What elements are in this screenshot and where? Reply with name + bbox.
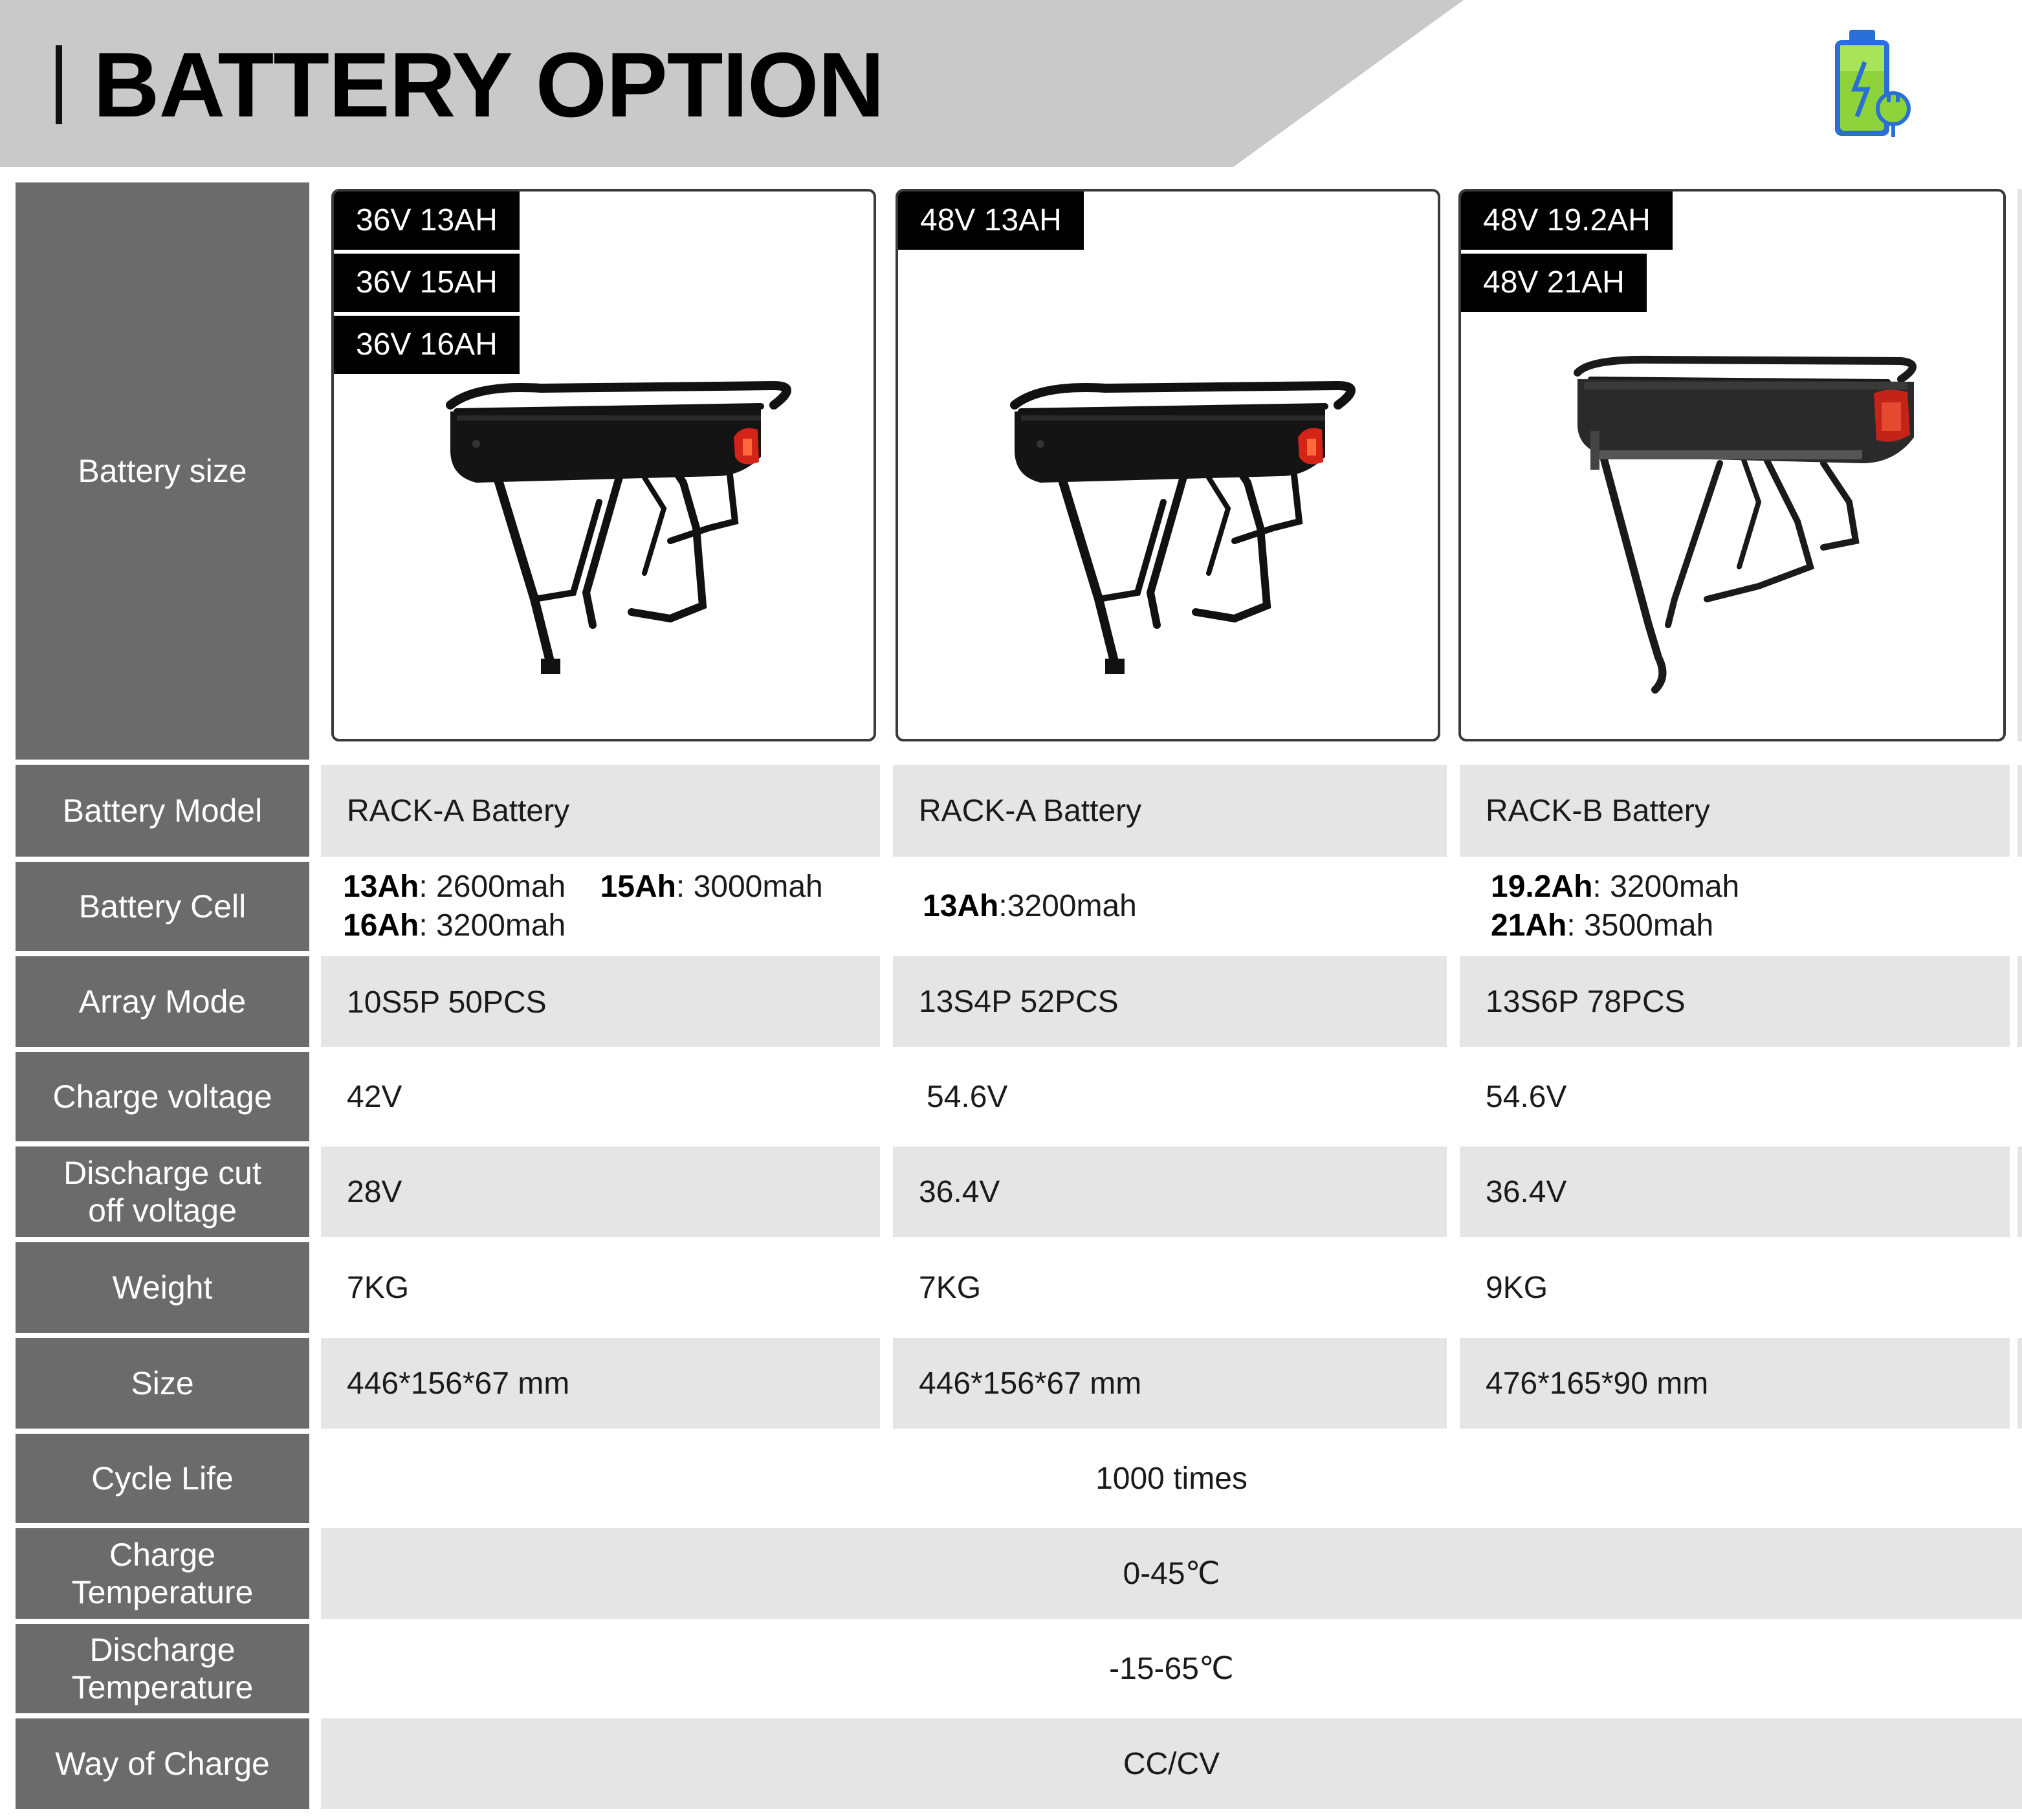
battery-charging-icon <box>1831 26 1915 142</box>
label-charge-voltage: Charge voltage <box>16 1052 309 1141</box>
label-battery-cell: Battery Cell <box>16 862 309 951</box>
size-tag: 36V 13AH <box>334 192 520 250</box>
discharge-cutoff-1: 28V <box>321 1146 880 1237</box>
rack-battery-image <box>1002 379 1364 683</box>
next-card-edge <box>2017 1146 2022 1237</box>
charge-voltage-3: 54.6V <box>1486 1079 1567 1114</box>
battery-cell-1: 13Ah: 2600mah 15Ah: 3000mah 16Ah: 3200mah <box>343 870 823 943</box>
weight-2: 7KG <box>919 1270 982 1305</box>
discharge-cutoff-2: 36.4V <box>893 1146 1447 1237</box>
label-size: Size <box>16 1338 309 1429</box>
battery-option-card-1 <box>331 189 876 741</box>
size-tag: 48V 21AH <box>1461 254 1647 312</box>
label-discharge-cutoff: Discharge cut off voltage <box>16 1146 309 1237</box>
size-1: 446*156*67 mm <box>321 1338 880 1429</box>
array-mode-2: 13S4P 52PCS <box>893 956 1447 1047</box>
next-card-edge <box>2017 956 2022 1047</box>
charge-voltage-2: 54.6V <box>927 1079 1008 1114</box>
size-tag: 36V 16AH <box>334 316 520 374</box>
title-accent-bar <box>56 45 62 124</box>
label-weight: Weight <box>16 1242 309 1333</box>
next-card-edge <box>2017 1338 2022 1429</box>
charge-voltage-1: 42V <box>347 1079 402 1114</box>
battery-model-3: RACK-B Battery <box>1460 765 2010 857</box>
label-battery-model: Battery Model <box>16 765 309 857</box>
size-tag: 48V 13AH <box>898 192 1084 250</box>
next-card-edge <box>2017 189 2022 741</box>
rack-battery-image <box>1565 353 1927 716</box>
label-way-of-charge: Way of Charge <box>16 1718 309 1809</box>
size-2: 446*156*67 mm <box>893 1338 1447 1429</box>
size-3: 476*165*90 mm <box>1460 1338 2010 1429</box>
label-battery-size: Battery size <box>16 182 309 760</box>
size-tag: 48V 19.2AH <box>1461 192 1673 250</box>
battery-model-2: RACK-A Battery <box>893 765 1447 857</box>
label-discharge-temperature: Discharge Temperature <box>16 1624 309 1713</box>
rack-battery-image <box>437 379 800 683</box>
next-card-edge <box>2017 765 2022 857</box>
label-array-mode: Array Mode <box>16 956 309 1047</box>
weight-1: 7KG <box>347 1270 410 1305</box>
array-mode-1: 10S5P 50PCS <box>321 956 880 1047</box>
array-mode-3: 13S6P 78PCS <box>1460 956 2010 1047</box>
charge-temperature-value: 0-45℃ <box>321 1528 2022 1619</box>
discharge-temperature-value: -15-65℃ <box>1109 1652 1234 1686</box>
label-cycle-life: Cycle Life <box>16 1434 309 1523</box>
battery-option-card-3 <box>1458 189 2006 741</box>
size-tag: 36V 15AH <box>334 254 520 312</box>
battery-cell-2: 13Ah:3200mah <box>923 889 1137 923</box>
label-charge-temperature: Charge Temperature <box>16 1528 309 1619</box>
weight-3: 9KG <box>1486 1270 1548 1305</box>
cycle-life-value: 1000 times <box>1095 1461 1247 1496</box>
page-title: BATTERY OPTION <box>93 34 884 137</box>
way-of-charge-value: CC/CV <box>321 1718 2022 1809</box>
battery-model-1: RACK-A Battery <box>321 765 880 857</box>
battery-option-card-2 <box>896 189 1440 741</box>
battery-cell-3: 19.2Ah: 3200mah 21Ah: 3500mah <box>1491 870 1740 943</box>
discharge-cutoff-3: 36.4V <box>1460 1146 2010 1237</box>
